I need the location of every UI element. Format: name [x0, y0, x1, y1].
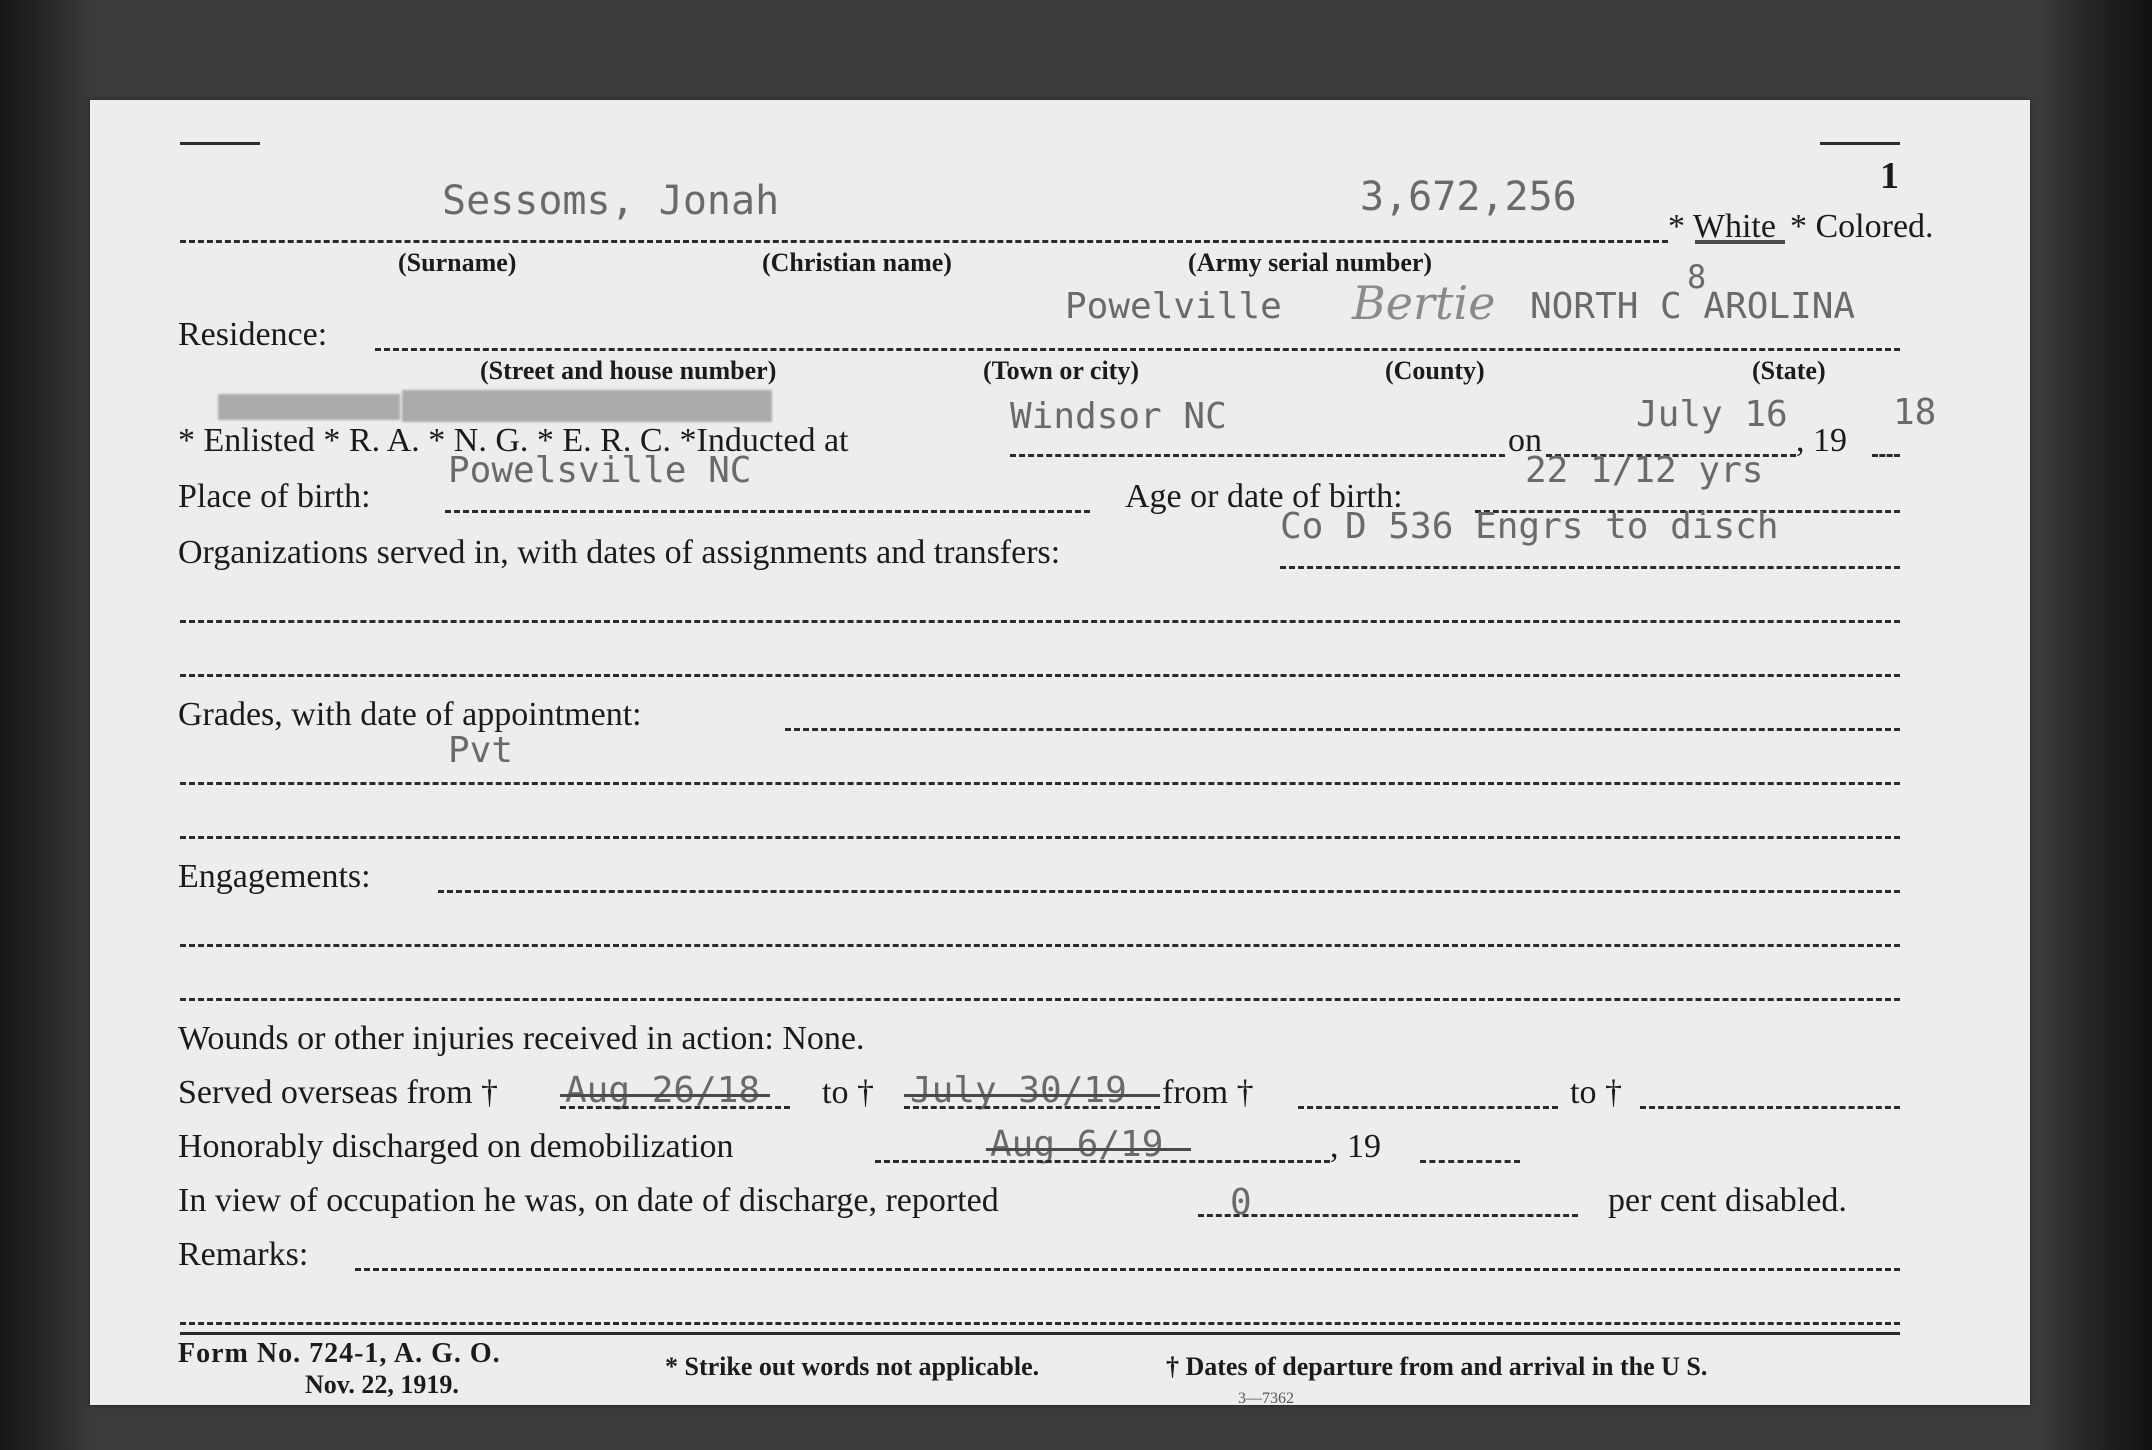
dates-note: † Dates of departure from and arrival in the U S. [1166, 1352, 1708, 1381]
discharged-label: Honorably discharged on demobilization [178, 1128, 734, 1165]
overseas-from-value: Aug 26/18 [565, 1070, 761, 1111]
redaction-smudge-left [218, 394, 400, 420]
residence-line [375, 348, 1900, 351]
engagements-line-2 [180, 944, 1900, 947]
overseas-from-strike [560, 1094, 770, 1097]
induction-year-line [1872, 454, 1900, 457]
discharge-date-value: Aug 6/19 [990, 1124, 1164, 1165]
inducted-at-value: Windsor NC [1010, 396, 1227, 437]
scanner-edge-right [2042, 0, 2152, 1450]
year-prefix: , 19 [1796, 422, 1847, 459]
county-caption: (County) [1385, 356, 1485, 385]
overseas-to-label: to † [822, 1074, 874, 1111]
service-record-card [90, 100, 2030, 1405]
induction-year-value: 18 [1893, 392, 1937, 433]
second-to-label: to † [1570, 1074, 1622, 1111]
remarks-line-2 [180, 1322, 1900, 1325]
race-colored-option: * Colored. [1790, 208, 1934, 245]
form-number: Form No. 724-1, A. G. O. [178, 1338, 501, 1369]
form-date: Nov. 22, 1919. [305, 1370, 459, 1399]
surname-caption: (Surname) [398, 248, 517, 277]
disabled-percent-value: 0 [1230, 1182, 1252, 1223]
organization-value: Co D 536 Engrs to disch [1280, 506, 1779, 547]
serial-number-caption: (Army serial number) [1188, 248, 1433, 277]
remarks-line [355, 1268, 1900, 1271]
county-value: Bertie [1352, 276, 1496, 330]
wounds-label: Wounds or other injuries received in action: None. [178, 1020, 865, 1057]
overseas-to-value: July 30/19 [910, 1070, 1127, 1111]
name-line [180, 240, 1668, 243]
town-caption: (Town or city) [983, 356, 1139, 385]
engagements-label: Engagements: [178, 858, 371, 895]
street-caption: (Street and house number) [480, 356, 777, 385]
age-label: Age or date of birth: [1125, 478, 1403, 515]
christian-name-caption: (Christian name) [762, 248, 952, 277]
on-label: on [1508, 422, 1542, 459]
state-overmark: 8 [1687, 258, 1707, 296]
organizations-line-2 [180, 620, 1900, 623]
second-from-label: from † [1162, 1074, 1254, 1111]
state-caption: (State) [1752, 356, 1826, 385]
surname-and-name-value: Sessoms, Jonah [442, 178, 780, 224]
second-from-line [1298, 1106, 1558, 1109]
grade-value: Pvt [448, 730, 514, 771]
grades-label: Grades, with date of appointment: [178, 696, 642, 733]
strike-note: * Strike out words not applicable. [665, 1352, 1040, 1381]
state-value: NORTH C AROLINA [1530, 286, 1856, 327]
card-number: 1 [1880, 155, 1899, 197]
overseas-from-line [560, 1106, 790, 1109]
race-white-option: * White [1668, 208, 1776, 245]
induction-date-value: July 16 [1636, 394, 1788, 435]
engagements-line-3 [180, 998, 1900, 1001]
grades-line-2 [180, 782, 1900, 785]
age-value: 22 1/12 yrs [1525, 450, 1764, 491]
grades-line-3 [180, 836, 1900, 839]
redaction-smudge-right [402, 390, 772, 422]
discharge-year-line [1420, 1160, 1520, 1163]
served-overseas-label: Served overseas from † [178, 1074, 499, 1111]
place-of-birth-line [445, 510, 1090, 513]
discharge-date-line [875, 1160, 1330, 1163]
serial-number-value: 3,672,256 [1360, 174, 1577, 220]
overseas-to-line [904, 1106, 1160, 1109]
scanner-edge-left [0, 0, 90, 1450]
grades-line [785, 728, 1900, 731]
footer-rule [180, 1332, 1900, 1335]
engagements-line [438, 890, 1900, 893]
inducted-line [1010, 454, 1505, 457]
organizations-line [1280, 566, 1900, 569]
top-right-rule [1820, 142, 1900, 145]
place-of-birth-label: Place of birth: [178, 478, 371, 515]
disabled-percent-line [1198, 1214, 1578, 1217]
disabled-label: per cent disabled. [1608, 1182, 1847, 1219]
enlisted-label: * Enlisted * R. A. * N. G. * E. R. C. *Inducted at [178, 422, 849, 459]
printer-code: 3—7362 [1238, 1390, 1294, 1407]
discharge-date-strike [986, 1148, 1191, 1151]
white-strike-mark [1695, 240, 1785, 244]
remarks-label: Remarks: [178, 1236, 309, 1273]
town-value: Powelville [1065, 286, 1282, 327]
organizations-label: Organizations served in, with dates of assignments and transfers: [178, 534, 1061, 571]
discharge-year-prefix: , 19 [1330, 1128, 1381, 1165]
top-left-rule [180, 142, 260, 145]
organizations-line-3 [180, 674, 1900, 677]
occupation-label: In view of occupation he was, on date of discharge, reported [178, 1182, 999, 1219]
second-to-line [1640, 1106, 1900, 1109]
place-of-birth-value: Powelsville NC [448, 450, 752, 491]
residence-label: Residence: [178, 316, 328, 353]
overseas-to-strike [904, 1094, 1160, 1097]
